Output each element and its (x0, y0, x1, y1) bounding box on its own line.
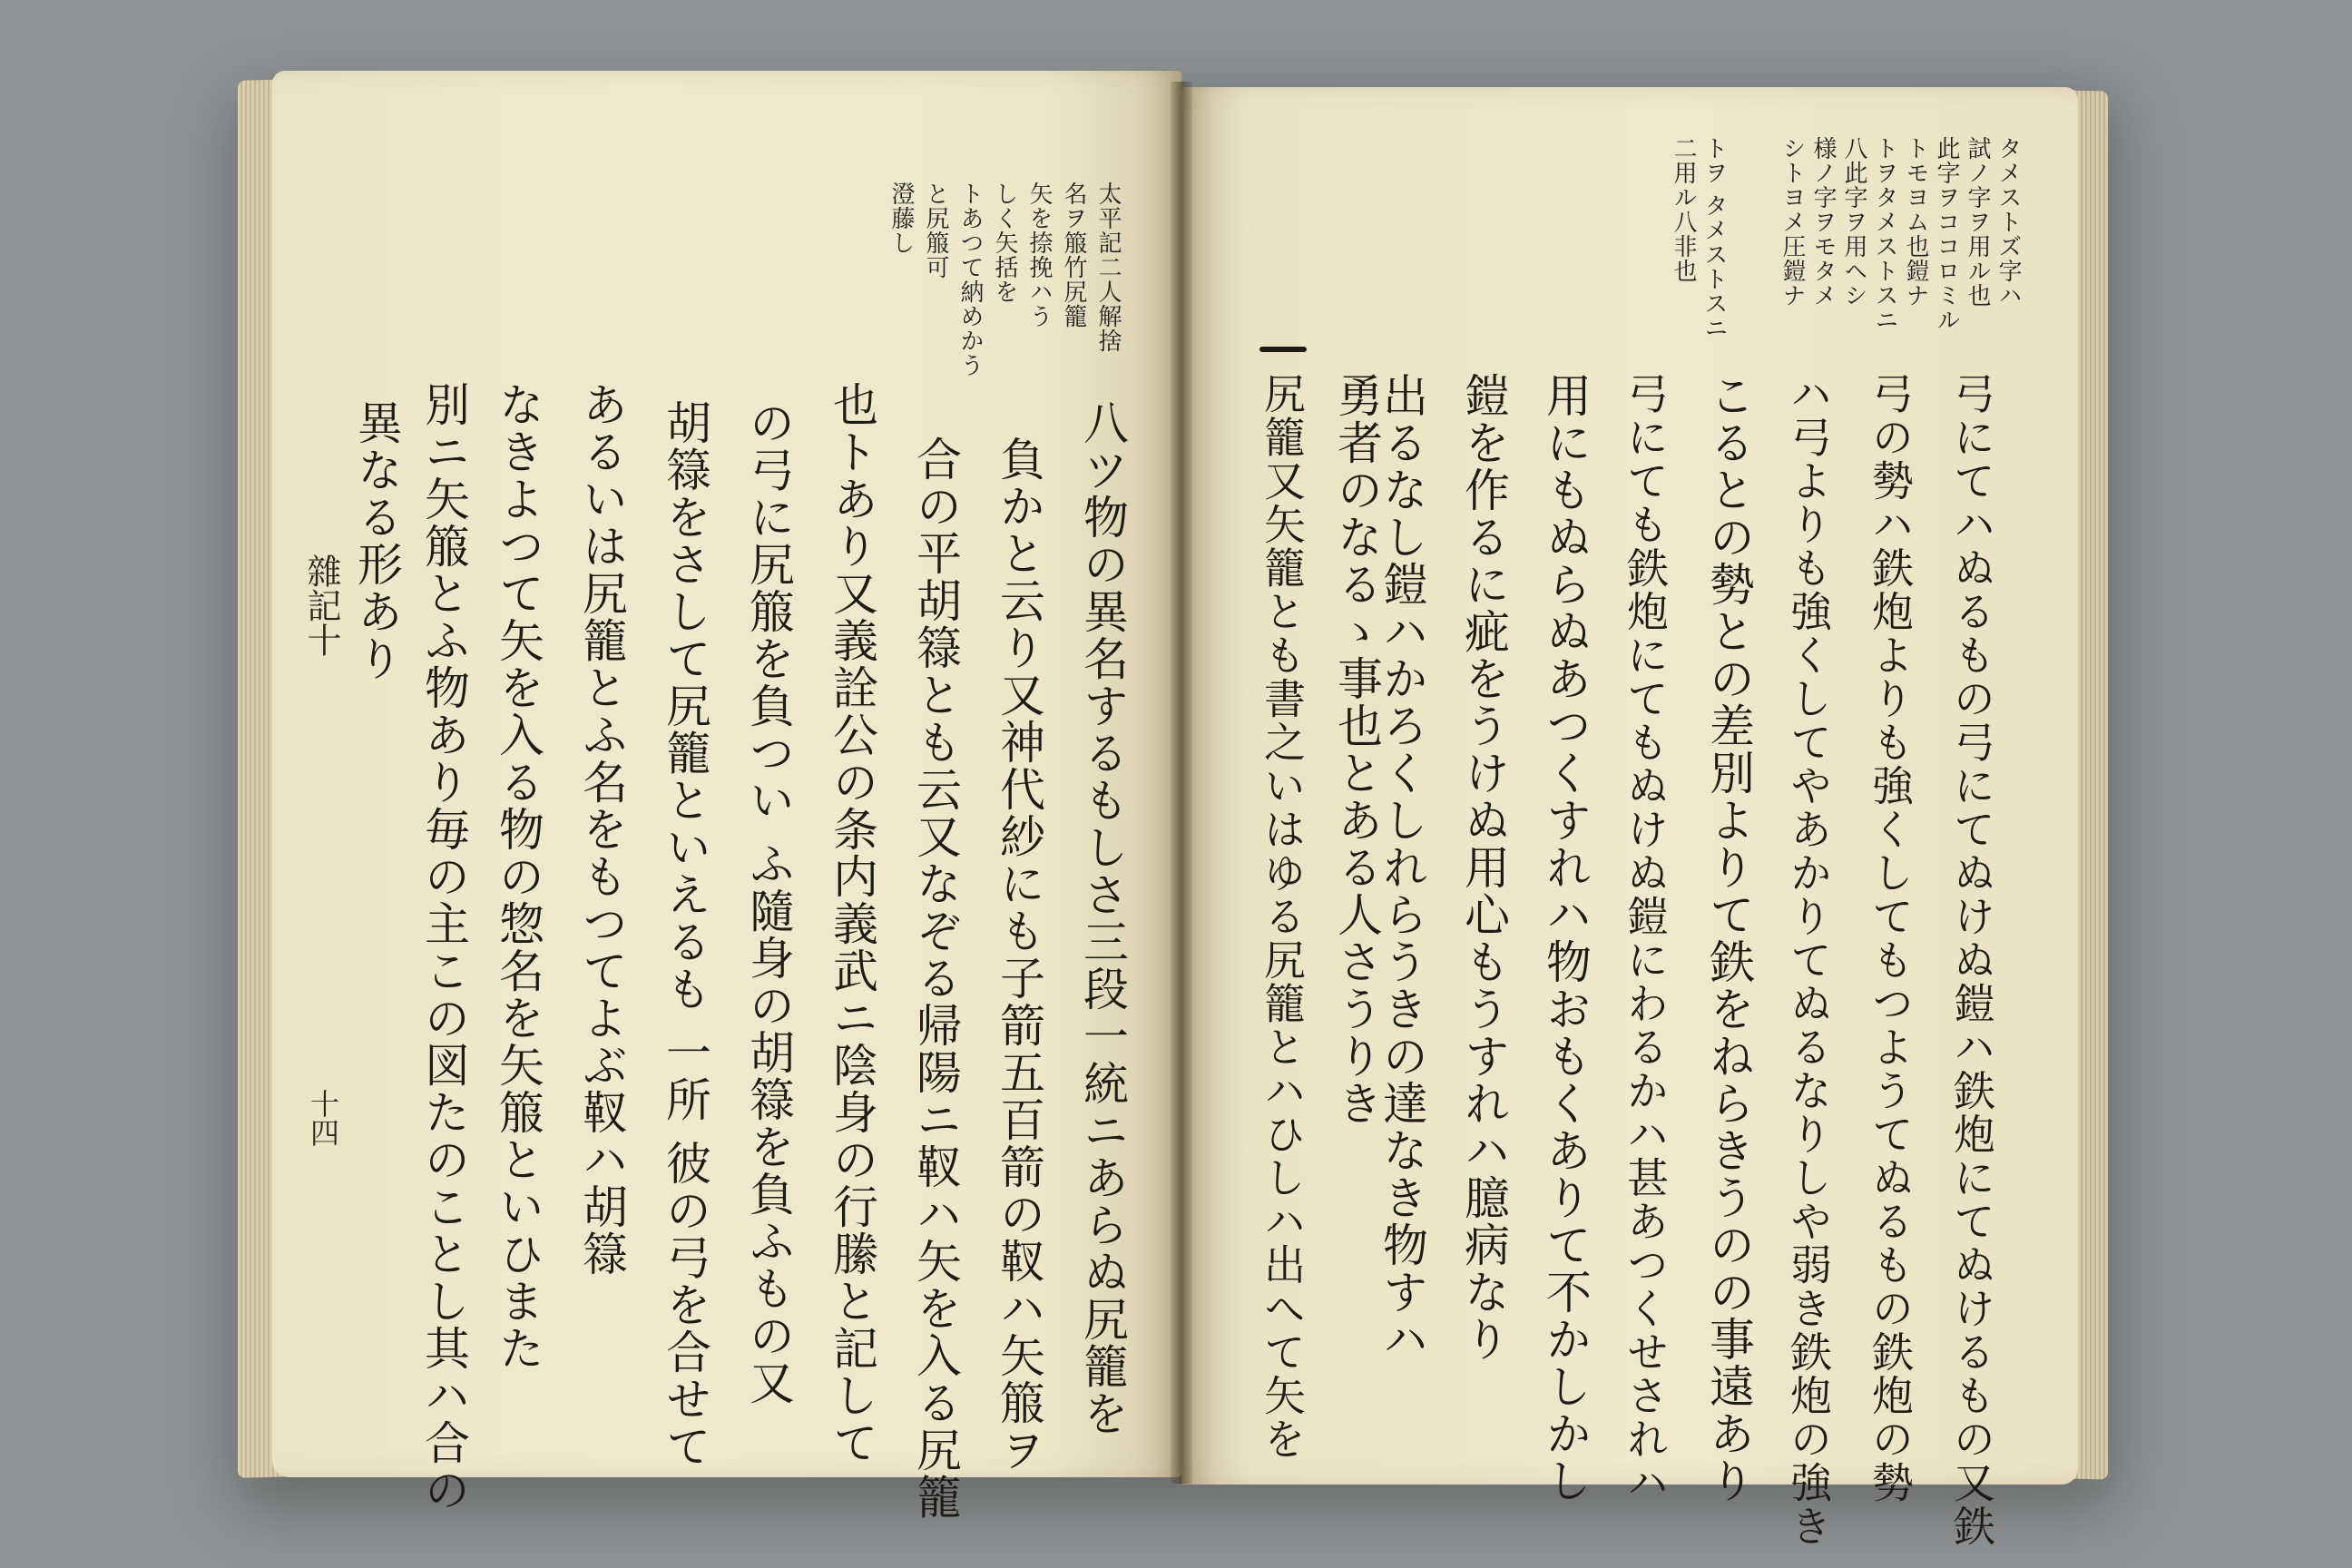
text-column: 異なる形あり (350, 399, 403, 682)
note-line: 矢を捺挽ハう (1025, 181, 1053, 328)
note-line: 名ヲ箙竹尻籠 (1060, 181, 1087, 328)
note-line: トヲタメストスニ (1871, 136, 1898, 332)
text-column: 負かと云り又神代紗にも子箭五百箭の靫ハ矢箙ヲ (993, 436, 1045, 1474)
text-column: 弓にても鉄炮にてもぬけぬ鎧にわるかハ甚あつくせされハ (1621, 372, 1670, 1504)
text-column: 出るなし鎧ハかろくしれらうきの達なき物すハ (1376, 372, 1428, 1363)
item-marker-dash (1259, 347, 1307, 352)
text-column: の弓に尻箙を負つい ふ隨身の胡簶を負ふもの又 (742, 399, 795, 1406)
note-line: トモヨム也鎧ナ (1902, 136, 1929, 308)
text-column: あるいは尻籠とふ名をもつてよぶ靫ハ胡簶 (575, 381, 628, 1278)
text-column: 胡簶をさして尻籠といえるも 一所 彼の弓を合せて (659, 399, 711, 1470)
note-line: 此字ヲココロミル (1933, 136, 1960, 332)
note-line: 太平記二人解捨 (1094, 181, 1122, 353)
note-line: 澄藤し (887, 181, 915, 255)
note-line: 八此字ヲ用ヘシ (1840, 136, 1867, 308)
text-column: 也トあり又義詮公の条内義武ニ陰身の行縢と記して (826, 381, 878, 1466)
book-gutter (1171, 82, 1192, 1484)
text-column: 尻籠又矢籠とも書之いはゆる尻籠とハひしハ出へて矢を (1258, 372, 1307, 1461)
note-line: トヲ タメストスニ (1700, 136, 1728, 341)
text-column: 弓の勢ハ鉄炮よりも強くしてもつようてぬるもの鉄炮の勢 (1866, 372, 1915, 1504)
note-line: トあつて納めかう (956, 181, 984, 377)
folio-number: 十四 (306, 1089, 340, 1147)
text-column: こるとの勢との差別よりて鉄をねらきうのの事遠あり (1702, 372, 1755, 1504)
text-column: 八ツ物の異名するもしさ三段一統ニあらぬ尻籠を (1076, 399, 1129, 1437)
text-column: 合の平胡簶とも云又なぞる帰陽ニ靫ハ矢を入る尻籠 (909, 436, 962, 1521)
text-column: 弓にてハぬるもの弓にてぬけぬ鎧ハ鉄炮にてぬけるもの又鉄 (1947, 372, 1996, 1548)
text-column: なきよつて矢を入る物の惣名を矢箙といひまた (492, 381, 544, 1372)
note-line: シトヨメ圧鎧ナ (1779, 136, 1806, 308)
text-column: 鎧を作るに疵をうけぬ用心もうすれハ臆病なり (1457, 372, 1510, 1363)
note-line: 二用ル八非也 (1670, 136, 1697, 283)
note-line: 様ノ字ヲモタメ (1809, 136, 1837, 308)
text-column: 用にもぬらぬあつくすれハ物おもくありて不かしかし (1539, 372, 1592, 1504)
margin-title: 雜記十 (301, 554, 341, 657)
text-column: 別ニ矢箙とふ物あり毎の主この図たのことし其ハ合の (417, 381, 470, 1514)
note-line: タメストズ字ハ (1994, 136, 2022, 308)
text-column: 勇者のなるゝ事也とある人さうりき (1330, 372, 1383, 1127)
text-column: ハ弓よりも強くしてやあかりてぬるなりしや弱き鉄炮の強き (1784, 372, 1833, 1548)
note-line: しく矢括を (991, 181, 1018, 304)
note-line: と尻箙可 (922, 181, 949, 279)
note-line: 試ノ字ヲ用ル也 (1964, 136, 1991, 308)
